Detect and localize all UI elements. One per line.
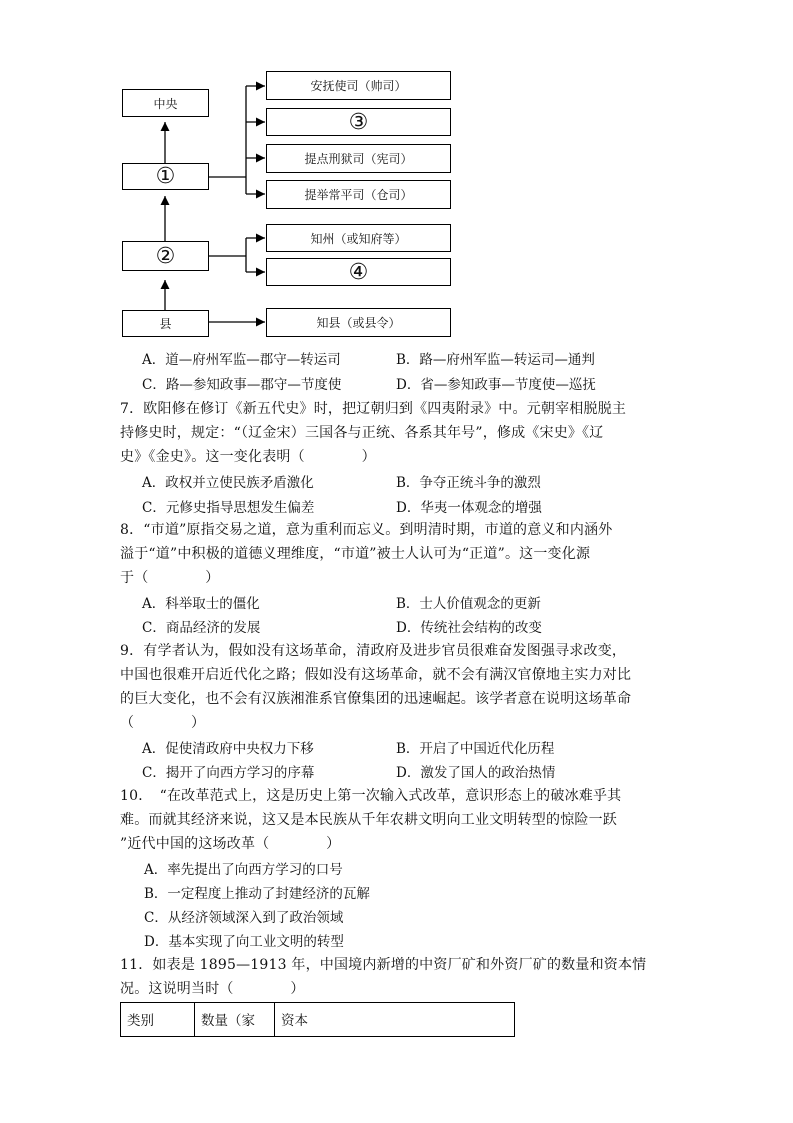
q9-stem-line: 中国也很难开启近代化之路；假如没有这场革命，就不会有满汉官僚地主实力对比	[120, 667, 632, 683]
q7-option-d: D．华夷一体观念的增强	[396, 500, 542, 516]
right-box-5: 知州（或知府等）	[266, 224, 451, 252]
q8-option-b: B．士人价值观念的更新	[396, 596, 541, 612]
q6-option-b: B．路—府州军监—转运司—通判	[396, 352, 595, 368]
right-box-3: 提点刑狱司（宪司）	[266, 144, 451, 173]
q10-option-a: A．率先提出了向西方学习的口号	[144, 862, 343, 878]
q7-option-a: A．政权并立使民族矛盾激化	[142, 475, 314, 491]
q9-stem-line: 的巨大变化，也不会有汉族湘淮系官僚集团的迅速崛起。该学者意在说明这场革命	[120, 691, 632, 707]
q10-stem-line: 难。而就其经济来说，这又是本民族从千年农耕文明向工业文明转型的惊险一跃	[120, 812, 617, 828]
q10-option-b: B．一定程度上推动了封建经济的瓦解	[144, 886, 370, 902]
q9-stem-line: 9．有学者认为，假如没有这场革命，清政府及进步官员很难奋发图强寻求改变，	[120, 643, 627, 659]
right-box-7: 知县（或县令）	[266, 308, 451, 337]
q8-stem-line: 8．“市道”原指交易之道，意为重利而忘义。到明清时期，市道的意义和内涵外	[120, 522, 613, 538]
q8-stem-line: 于（ ）	[120, 570, 220, 586]
q6-option-a: A．道—府州军监—郡守—转运司	[142, 352, 341, 368]
q7-stem-line: 史》《金史》。这一变化表明（ ）	[120, 449, 376, 465]
q11-stem-line: 况。这说明当时（ ）	[120, 981, 305, 997]
q8-option-c: C．商品经济的发展	[142, 620, 261, 636]
right-box-6: ④	[266, 258, 451, 286]
q7-stem-line: 7．欧阳修在修订《新五代史》时，把辽朝归到《四夷附录》中。元朝宰相脱脱主	[120, 401, 627, 417]
q7-stem-line: 持修史时，规定：“（辽金宋）三国各与正统、各系其年号”，修成《宋史》《辽	[120, 425, 604, 441]
q6-option-d: D．省—参知政事—节度使—巡抚	[396, 377, 596, 393]
q8-option-d: D．传统社会结构的改变	[396, 620, 542, 636]
central-box: 中央	[122, 89, 209, 117]
q9-stem-line: （ ）	[120, 715, 206, 731]
q10-stem-line: 10． “在改革范式上，这是历史上第一次输入式改革，意识形态上的破冰难乎其	[120, 788, 622, 804]
right-box-1: 安抚使司（帅司）	[266, 71, 451, 100]
q9-option-c: C．揭开了向西方学习的序幕	[142, 765, 315, 781]
q11-table	[120, 1002, 515, 1037]
q8-option-a: A．科举取士的僵化	[142, 596, 260, 612]
q8-stem-line: 溢于“道”中积极的道德义理维度，“市道”被士人认可为“正道”。这一变化源	[120, 546, 591, 562]
table-header-cell: 类别	[121, 1003, 195, 1037]
table-header-cell: 数量（家	[195, 1003, 275, 1037]
table-header-cell: 资本	[275, 1003, 515, 1037]
q11-stem-line: 11．如表是 1895—1913 年，中国境内新增的中资厂矿和外资厂矿的数量和资本情	[120, 957, 647, 973]
q7-option-c: C．元修史指导思想发生偏差	[142, 500, 315, 516]
table-row	[121, 1003, 515, 1037]
q9-option-b: B．开启了中国近代化历程	[396, 741, 555, 757]
q6-option-c: C．路—参知政事—郡守—节度使	[142, 377, 342, 393]
q9-option-a: A．促使清政府中央权力下移	[142, 741, 314, 757]
right-box-2: ③	[266, 108, 451, 136]
q10-stem-line: ”近代中国的这场改革（ ）	[120, 836, 341, 852]
q7-option-b: B．争夺正统斗争的激烈	[396, 475, 541, 491]
q9-option-d: D．激发了国人的政治热情	[396, 765, 556, 781]
right-box-4: 提举常平司（仓司）	[266, 180, 451, 209]
node2-box: ②	[122, 241, 209, 271]
county-box: 县	[122, 310, 209, 337]
node1-box: ①	[122, 163, 209, 190]
q10-option-d: D．基本实现了向工业文明的转型	[144, 934, 344, 950]
q10-option-c: C．从经济领域深入到了政治领域	[144, 910, 344, 926]
